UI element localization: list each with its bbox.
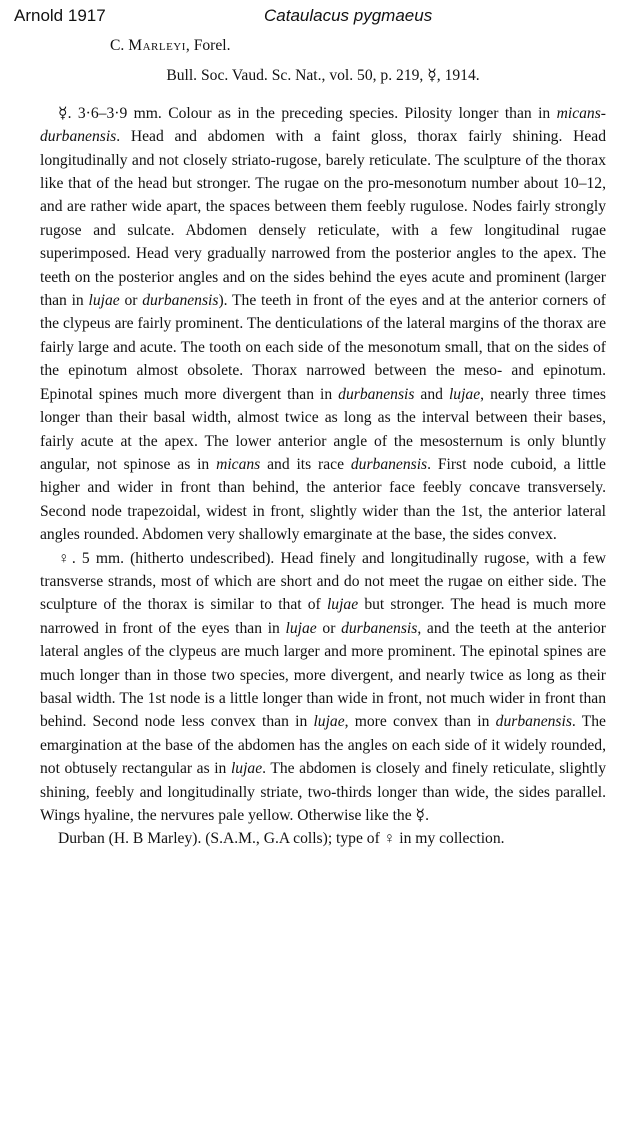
- document-body: [40, 34, 606, 851]
- taxon-ref: lujae: [326, 596, 359, 614]
- page-header: [14, 6, 626, 30]
- text-run: . Head and abdomen with a faint gloss, thorax fairly shining. Head longitudinally and not closely striato-rugose, barely reticulate. The sculpture of the thorax like that of the head but stronger. The rugae on the pro-mesonotum number about 10–12, and are rather wide apart, the spaces between them feebly rugulose. Nodes fairly strongly rugose and sulcate. Abdomen densely reticulate, with a few longitudinal rugae superimposed. Head very gradually narrowed from the posterior angles to the apex. The teeth on the posterior angles and on the sides behind the eyes acute and prominent (larger than in: [40, 128, 606, 310]
- taxon-ref: lujae: [448, 385, 481, 403]
- text-run: , and the teeth at the anterior lateral angles of the clypeus are much larger and more prominent. The epinotal spines are much longer than in those two species, more divergent, and nearly twice as long as their basal width. The 1st node is a little longer than wide in front, not much wider in front than behind. Second node less convex than in: [40, 619, 606, 731]
- taxon-ref: durbanensis: [341, 619, 418, 637]
- taxon-ref: durbanensis: [350, 455, 428, 473]
- text-run: and: [414, 385, 449, 403]
- text-run: ☿. 3·6–3·9 mm. Colour as in the preceding species. Pilosity longer than in: [58, 104, 557, 122]
- taxon-ref: lujae: [313, 713, 345, 731]
- author-year: Arnold 1917: [14, 6, 106, 25]
- text-run: or: [119, 292, 143, 310]
- taxon-ref: micans: [216, 455, 261, 473]
- locality-line: Durban (H. B Marley). (S.A.M., G.A colls); type of ♀ in my collection.: [58, 830, 505, 848]
- text-run: , nearly three times longer than their basal width, almost twice as long as the interval between their bases, fairly acute at the apex. The lower anterior angle of the mesosternum is only bluntly angular, not spinose as in: [40, 385, 606, 473]
- text-run: ♀. 5 mm. (hitherto undescribed). Head finely and longitudinally rugose, with a few transverse strands, most of which are short and do not meet the rugae on either side. The sculpture of the thorax is similar to that of: [40, 549, 606, 614]
- taxon-ref: durbanensis: [338, 385, 415, 403]
- taxon-ref: durbanensis: [142, 292, 219, 310]
- text-run: and its race: [260, 455, 351, 473]
- taxon-ref: micans-durbanensis: [40, 104, 606, 146]
- text-run: . The emargination at the base of the abdomen has the angles on each side of it widely rounded, not obtusely rectangular as in: [40, 713, 606, 778]
- taxon-ref: lujae: [88, 292, 120, 310]
- taxon-ref: lujae: [230, 760, 263, 778]
- taxon-ref: durbanensis: [495, 713, 572, 731]
- female-description: [40, 547, 606, 828]
- text-run: . First node cuboid, a little higher and wider in front than behind, the anterior face feebly concave transversely. Second node trapezoidal, widest in front, slightly wider than the 1st, the anterior lateral angles rounded. Abdomen very shallowly emarginate at the base, the sides convex.: [40, 455, 606, 544]
- taxon-prefix: C.: [110, 37, 129, 54]
- text-run: or: [316, 619, 342, 637]
- worker-description: [40, 102, 606, 547]
- taxon-heading: [110, 34, 606, 57]
- taxon-author: , Forel.: [185, 37, 231, 54]
- species-name: Cataulacus pygmaeus: [264, 6, 433, 25]
- citation-line: Bull. Soc. Vaud. Sc. Nat., vol. 50, p. 219, ☿, 1914.: [166, 67, 480, 85]
- taxon-name: Marleyi: [128, 37, 186, 54]
- text-run: , more convex than in: [344, 713, 496, 731]
- text-run: . The abdomen is closely and finely reticulate, slightly shining, feebly and longitudinally striate, two-thirds longer than wide, the sides parallel. Wings hyaline, the nervures pale yellow. Otherwise like the ☿.: [40, 760, 606, 824]
- text-run: ). The teeth in front of the eyes and at the anterior corners of the clypeus are fairly prominent. The denticulations of the lateral margins of the thorax are fairly large and acute. The tooth on each side of the mesonotum small, that on the sides of the epinotum almost obsolete. Thorax narrowed between the meso- and epinotum. Epinotal spines much more divergent than in: [40, 292, 606, 403]
- taxon-ref: lujae: [285, 619, 317, 637]
- text-run: but stronger. The head is much more narrowed in front of the eyes than in: [40, 596, 606, 637]
